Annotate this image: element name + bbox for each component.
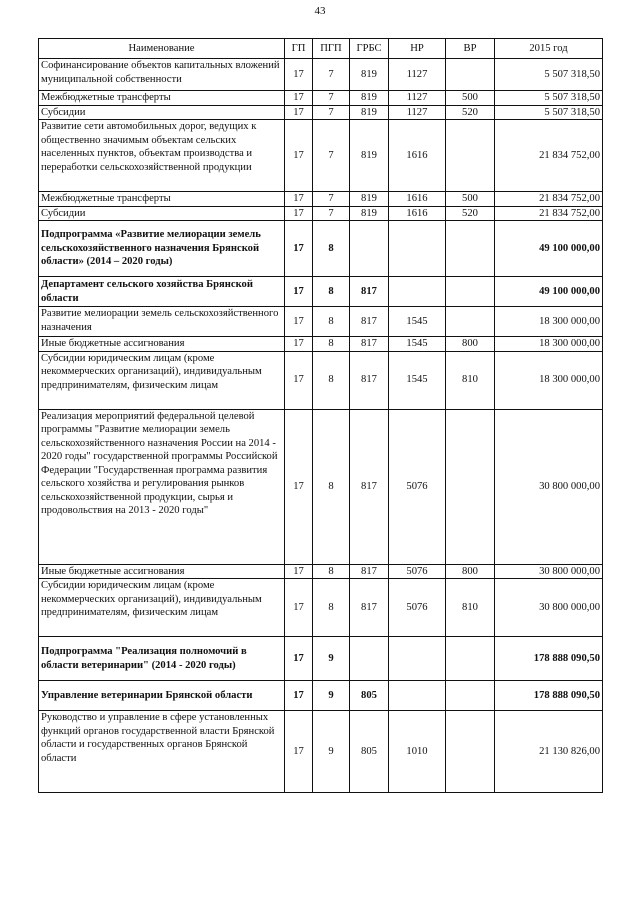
row-name: Развитие сети автомобильных дорог, ведущих к общественно значимым объектам сельских населенных пунктов, объектам производства и переработки сельскохозяйственной продукции xyxy=(39,120,285,192)
row-sum: 21 130 826,00 xyxy=(495,711,603,793)
row-sum: 5 507 318,50 xyxy=(495,91,603,106)
table-row xyxy=(39,337,603,352)
row-gp: 17 xyxy=(285,307,313,337)
row-sum: 178 888 090,50 xyxy=(495,637,603,681)
row-vr xyxy=(446,277,495,307)
row-gp: 17 xyxy=(285,192,313,207)
header-grbs: ГРБС xyxy=(350,39,389,59)
row-gp: 17 xyxy=(285,277,313,307)
row-grbs: 817 xyxy=(350,307,389,337)
row-ppgp: 7 xyxy=(313,91,350,106)
row-name: Межбюджетные трансферты xyxy=(39,91,285,106)
row-name: Управление ветеринарии Брянской области xyxy=(39,681,285,711)
row-vr xyxy=(446,59,495,91)
row-vr: 520 xyxy=(446,105,495,120)
row-vr xyxy=(446,711,495,793)
row-ppgp: 8 xyxy=(313,337,350,352)
row-sum: 5 507 318,50 xyxy=(495,105,603,120)
row-ppgp: 9 xyxy=(313,711,350,793)
row-grbs: 817 xyxy=(350,579,389,637)
table-row xyxy=(39,91,603,106)
row-nr: 1127 xyxy=(389,105,446,120)
row-grbs xyxy=(350,637,389,681)
row-sum: 49 100 000,00 xyxy=(495,277,603,307)
row-ppgp: 9 xyxy=(313,637,350,681)
row-vr xyxy=(446,120,495,192)
row-name: Иные бюджетные ассигнования xyxy=(39,337,285,352)
row-ppgp: 8 xyxy=(313,221,350,277)
row-vr xyxy=(446,681,495,711)
table-row xyxy=(39,564,603,579)
row-name: Субсидии юридическим лицам (кроме некоммерческих организаций), индивидуальным предпринимателям, физическим лицам xyxy=(39,579,285,637)
table-row xyxy=(39,59,603,91)
row-gp: 17 xyxy=(285,711,313,793)
row-vr xyxy=(446,637,495,681)
row-ppgp: 8 xyxy=(313,307,350,337)
row-vr: 800 xyxy=(446,337,495,352)
row-grbs: 819 xyxy=(350,206,389,221)
row-sum: 178 888 090,50 xyxy=(495,681,603,711)
row-gp: 17 xyxy=(285,579,313,637)
row-name: Подпрограмма "Реализация полномочий в области ветеринарии" (2014 - 2020 годы) xyxy=(39,637,285,681)
row-nr: 5076 xyxy=(389,579,446,637)
row-ppgp: 8 xyxy=(313,579,350,637)
row-name: Подпрограмма «Развитие мелиорации земель сельскохозяйственного назначения Брянской области» (2014 – 2020 годы) xyxy=(39,221,285,277)
row-name: Субсидии юридическим лицам (кроме некоммерческих организаций), индивидуальным предпринимателям, физическим лицам xyxy=(39,351,285,409)
row-vr: 800 xyxy=(446,564,495,579)
row-gp: 17 xyxy=(285,409,313,564)
row-grbs: 817 xyxy=(350,351,389,409)
row-grbs: 819 xyxy=(350,91,389,106)
row-sum: 21 834 752,00 xyxy=(495,206,603,221)
row-gp: 17 xyxy=(285,221,313,277)
row-gp: 17 xyxy=(285,681,313,711)
row-vr xyxy=(446,307,495,337)
row-gp: 17 xyxy=(285,91,313,106)
row-nr: 1616 xyxy=(389,192,446,207)
row-sum: 5 507 318,50 xyxy=(495,59,603,91)
table-row xyxy=(39,681,603,711)
table-row xyxy=(39,409,603,564)
header-row xyxy=(39,39,603,59)
row-sum: 30 800 000,00 xyxy=(495,579,603,637)
row-ppgp: 7 xyxy=(313,206,350,221)
row-ppgp: 8 xyxy=(313,564,350,579)
row-nr xyxy=(389,221,446,277)
row-nr: 1616 xyxy=(389,206,446,221)
row-name: Субсидии xyxy=(39,206,285,221)
row-name: Департамент сельского хозяйства Брянской области xyxy=(39,277,285,307)
table-body xyxy=(39,59,603,793)
table-row xyxy=(39,711,603,793)
row-gp: 17 xyxy=(285,337,313,352)
header-year: 2015 год xyxy=(495,39,603,59)
row-vr: 500 xyxy=(446,192,495,207)
row-nr xyxy=(389,637,446,681)
header-vr: ВР xyxy=(446,39,495,59)
row-vr xyxy=(446,409,495,564)
row-vr xyxy=(446,221,495,277)
row-nr: 1127 xyxy=(389,91,446,106)
row-nr: 5076 xyxy=(389,564,446,579)
row-ppgp: 7 xyxy=(313,120,350,192)
row-gp: 17 xyxy=(285,351,313,409)
row-grbs: 817 xyxy=(350,409,389,564)
row-name: Развитие мелиорации земель сельскохозяйственного назначения xyxy=(39,307,285,337)
row-nr: 1127 xyxy=(389,59,446,91)
row-vr: 810 xyxy=(446,579,495,637)
row-ppgp: 8 xyxy=(313,409,350,564)
row-grbs: 817 xyxy=(350,564,389,579)
row-gp: 17 xyxy=(285,564,313,579)
row-ppgp: 7 xyxy=(313,59,350,91)
table-row xyxy=(39,120,603,192)
row-gp: 17 xyxy=(285,637,313,681)
row-grbs: 817 xyxy=(350,337,389,352)
table-row xyxy=(39,351,603,409)
row-grbs: 819 xyxy=(350,59,389,91)
row-ppgp: 8 xyxy=(313,277,350,307)
table-row xyxy=(39,277,603,307)
row-nr: 1010 xyxy=(389,711,446,793)
row-nr xyxy=(389,277,446,307)
row-sum: 18 300 000,00 xyxy=(495,337,603,352)
table-row xyxy=(39,192,603,207)
row-name: Иные бюджетные ассигнования xyxy=(39,564,285,579)
row-gp: 17 xyxy=(285,105,313,120)
row-ppgp: 8 xyxy=(313,351,350,409)
row-ppgp: 7 xyxy=(313,192,350,207)
row-nr: 1616 xyxy=(389,120,446,192)
row-name: Софинансирование объектов капитальных вложений муниципальной собственности xyxy=(39,59,285,91)
table-row xyxy=(39,206,603,221)
header-gp: ГП xyxy=(285,39,313,59)
table-row xyxy=(39,307,603,337)
header-ppgp: ПГП xyxy=(313,39,350,59)
row-vr: 810 xyxy=(446,351,495,409)
row-grbs: 819 xyxy=(350,192,389,207)
row-grbs xyxy=(350,221,389,277)
row-nr: 5076 xyxy=(389,409,446,564)
page-number: 43 xyxy=(314,5,326,17)
row-name: Субсидии xyxy=(39,105,285,120)
table-row xyxy=(39,637,603,681)
row-name: Руководство и управление в сфере установленных функций органов государственной власти Брянской области и государственных органов Брянской области xyxy=(39,711,285,793)
row-gp: 17 xyxy=(285,120,313,192)
table-row xyxy=(39,579,603,637)
table-row xyxy=(39,221,603,277)
row-name: Межбюджетные трансферты xyxy=(39,192,285,207)
row-grbs: 819 xyxy=(350,105,389,120)
budget-table xyxy=(38,38,603,793)
row-ppgp: 7 xyxy=(313,105,350,120)
row-grbs: 817 xyxy=(350,277,389,307)
row-nr: 1545 xyxy=(389,307,446,337)
row-sum: 21 834 752,00 xyxy=(495,192,603,207)
row-name: Реализация мероприятий федеральной целевой программы "Развитие мелиорации земель сельскохозяйственного назначения России на 2014 - 2020 годы" государственной программы Российской Федерации "Государственная программа развития сельского хозяйства и регулирования рынков сельскохозяйственной продукции, сырья и продовольствия на 2013 - 2020 годы" xyxy=(39,409,285,564)
row-vr: 520 xyxy=(446,206,495,221)
header-name: Наименование xyxy=(39,39,285,59)
table-row xyxy=(39,105,603,120)
row-sum: 30 800 000,00 xyxy=(495,409,603,564)
row-nr xyxy=(389,681,446,711)
row-grbs: 819 xyxy=(350,120,389,192)
row-sum: 49 100 000,00 xyxy=(495,221,603,277)
row-sum: 18 300 000,00 xyxy=(495,351,603,409)
row-ppgp: 9 xyxy=(313,681,350,711)
row-sum: 21 834 752,00 xyxy=(495,120,603,192)
row-nr: 1545 xyxy=(389,337,446,352)
row-gp: 17 xyxy=(285,206,313,221)
row-sum: 18 300 000,00 xyxy=(495,307,603,337)
row-sum: 30 800 000,00 xyxy=(495,564,603,579)
row-grbs: 805 xyxy=(350,681,389,711)
row-gp: 17 xyxy=(285,59,313,91)
header-nr: НР xyxy=(389,39,446,59)
row-vr: 500 xyxy=(446,91,495,106)
row-nr: 1545 xyxy=(389,351,446,409)
row-grbs: 805 xyxy=(350,711,389,793)
